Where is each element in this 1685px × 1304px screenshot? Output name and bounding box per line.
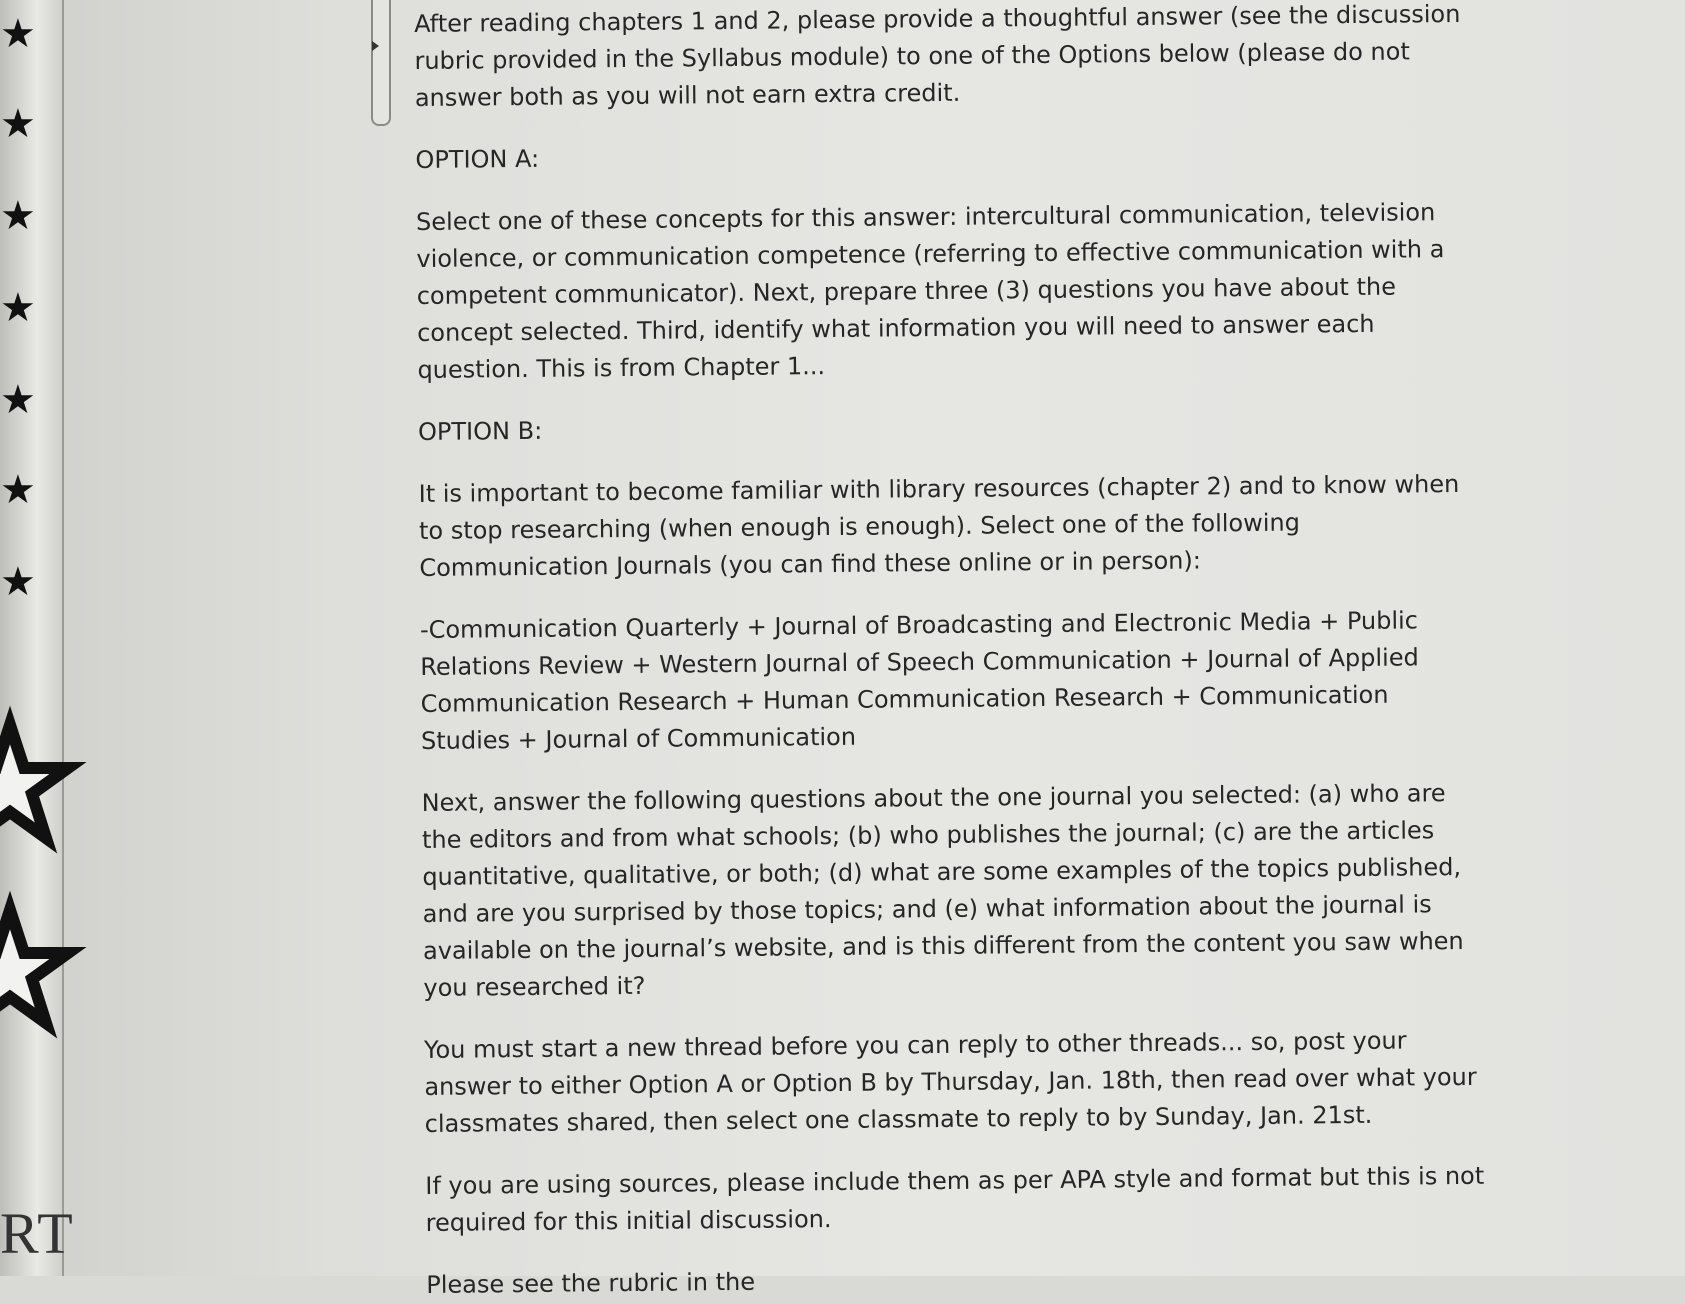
cut-off-line: Please see the rubric in the	[426, 1267, 756, 1299]
star-icon: ★	[0, 11, 36, 57]
journal-list: -Communication Quarterly + Journal of Broadcasting and Electronic Media + Public Relations Review + Western Journal of Speech Communication + Journal of Applied Communication Research + Human Communication Research + Communication Studies + Journal of Communication	[419, 606, 1419, 755]
printed-letters: RT	[0, 1201, 75, 1266]
sources-paragraph: If you are using sources, please include them as per APA style and format but this is not required for this initial discussion.	[425, 1161, 1485, 1237]
intro-paragraph: After reading chapters 1 and 2, please provide a thoughtful answer (see the discussion rubric provided in the Syllabus module) to one of the Options below (please do not answer both as you will not earn extra credit.	[414, 0, 1461, 112]
caret-right-icon[interactable]	[372, 41, 379, 51]
scrollbar-handle[interactable]	[371, 0, 391, 126]
decorative-star-strip	[0, 0, 75, 1276]
star-icon: ★	[0, 101, 36, 147]
option-a-heading: OPTION A:	[415, 144, 540, 174]
star-icon: ★	[0, 467, 36, 513]
discussion-prompt	[414, 0, 1486, 1299]
option-b-paragraph: It is important to become familiar with library resources (chapter 2) and to know when to stop researching (when enough is enough). Select one of the following Communication Journals (you can find these online or in person):	[418, 469, 1460, 582]
star-icon: ★	[0, 559, 36, 605]
option-a-paragraph: Select one of these concepts for this answer: intercultural communication, television violence, or communication competence (referring to effective communication with a competent communicator). Next, prepare three (3) questions you have about the concept selected. Third, identify what information you will need to answer each question. This is from Chapter 1...	[415, 198, 1445, 384]
option-b-heading: OPTION B:	[417, 416, 543, 446]
journal-questions-paragraph: Next, answer the following questions about the one journal you selected: (a) who are the editors and from what schools; (b) who publishes the journal; (c) are the articles quantitative, qualitative, or both; (d) what are some examples of the topics published, and are you surprised by those topics; and (e) what information about the journal is available on the journal’s website, and is this different from the content you saw when you researched it?	[421, 779, 1464, 1002]
outline-star-icon	[0, 720, 70, 850]
thread-instructions-paragraph: You must start a new thread before you can reply to other threads... so, post your answer to either Option A or Option B by Thursday, Jan. 18th, then read over what your classmates shared, then select one classmate to reply to by Sunday, Jan. 21st.	[423, 1026, 1477, 1138]
star-icon: ★	[0, 193, 36, 239]
star-icon: ★	[0, 377, 36, 423]
outline-star-icon	[0, 905, 70, 1035]
star-icon: ★	[0, 285, 36, 331]
